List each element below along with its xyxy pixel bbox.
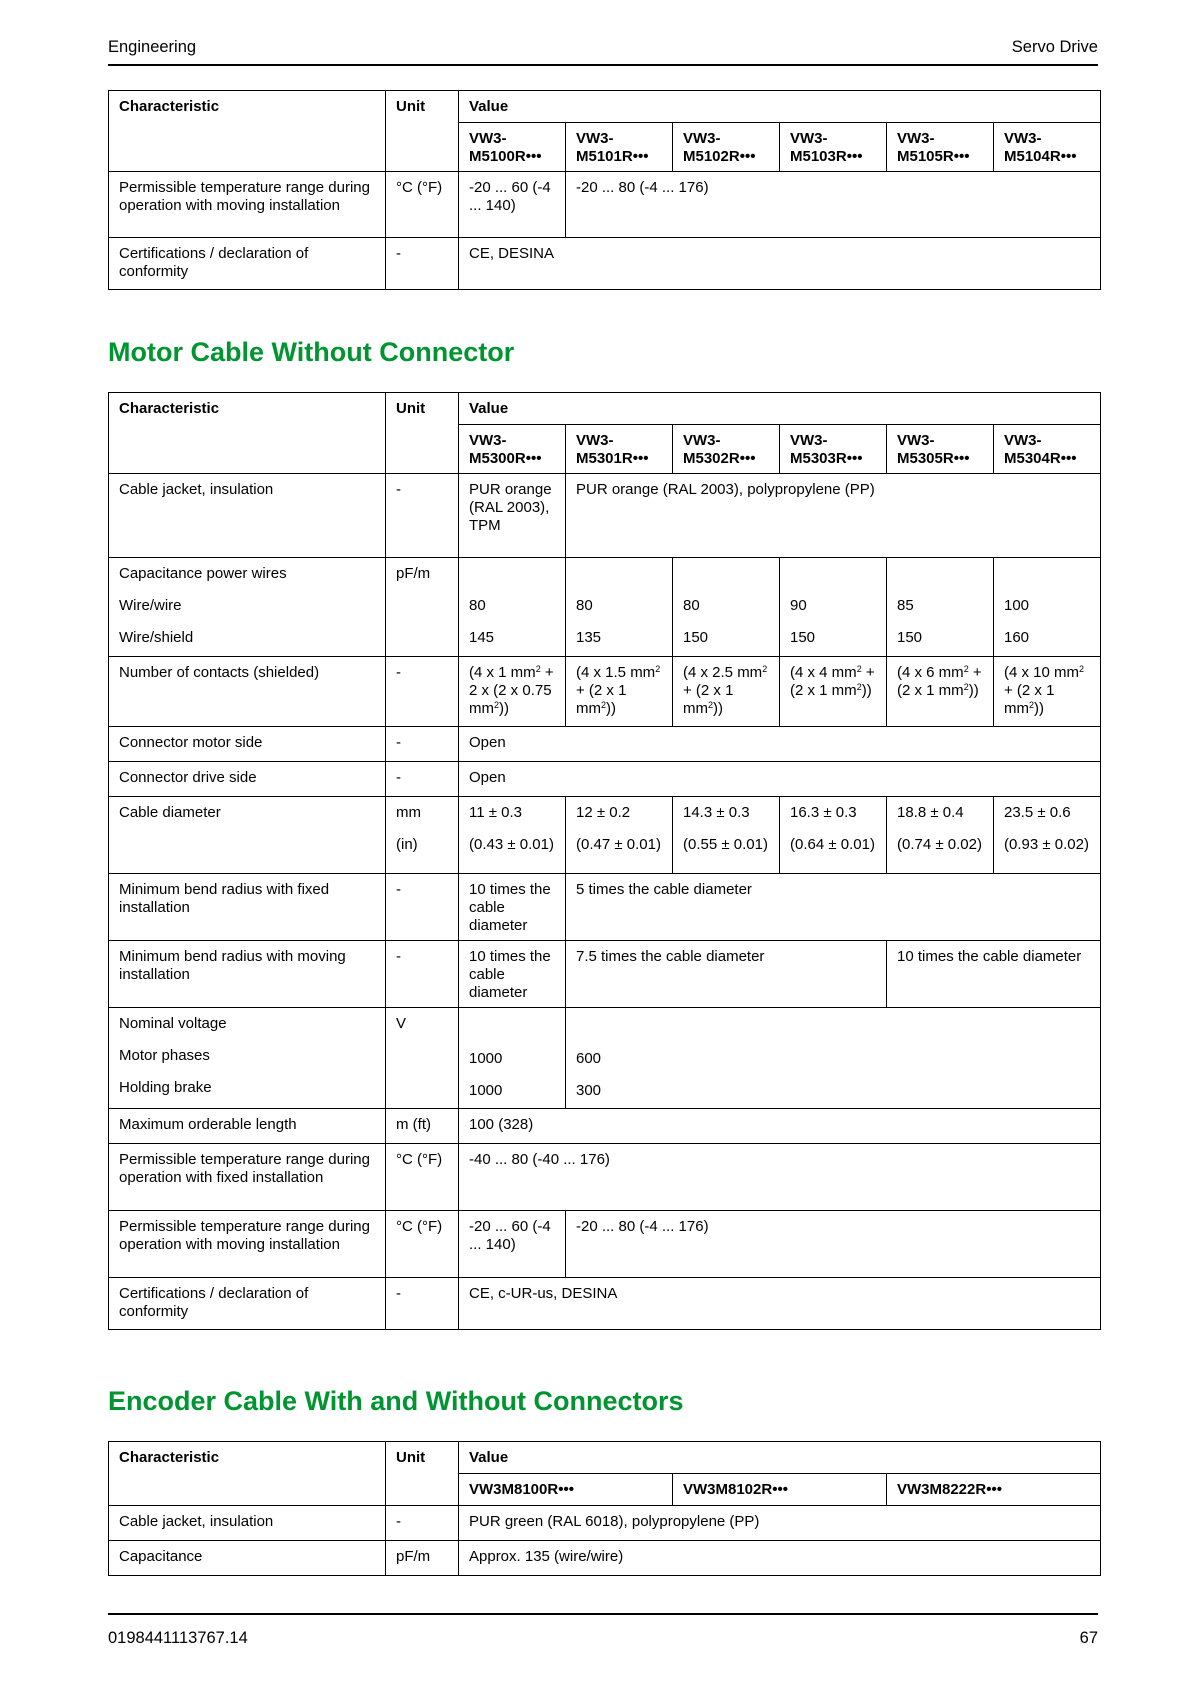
row-label: Minimum bend radius with moving installation [109,941,386,1008]
header-product: Servo Drive [1011,38,1098,56]
row-value [459,1008,566,1109]
row-unit: pF/m [386,1541,459,1576]
row-unit: - [386,727,459,762]
row-unit: - [386,474,459,558]
wire-shield-value: 135 [576,629,602,646]
diameter-in: (0.74 ± 0.02) [897,836,982,853]
row-value: PUR orange (RAL 2003), TPM [459,474,566,558]
row-value: Open [459,762,1101,797]
row-value: 10 times the cable diameter [459,874,566,941]
col-unit: Unit [386,393,459,474]
table-row [109,172,1101,238]
table-row [109,474,1101,558]
row-label: Certifications / declaration of conformity [109,238,386,290]
row-value: Approx. 135 (wire/wire) [459,1541,1101,1576]
row-value [566,1008,1101,1109]
table-row [109,797,1101,874]
model-header: VW3M8222R••• [887,1474,1101,1506]
diameter-mm: 14.3 ± 0.3 [683,804,750,821]
row-unit: - [386,1278,459,1330]
row-value: 10 times the cable diameter [887,941,1101,1008]
col-value: Value [459,1442,1101,1474]
row-label [109,558,386,657]
col-characteristic: Characteristic [109,91,386,172]
diameter-in: (0.55 ± 0.01) [683,836,768,853]
table-row [109,762,1101,797]
wire-shield-value: 150 [683,629,709,646]
row-value: 5 times the cable diameter [566,874,1101,941]
row-value: (4 x 4 $mm^2 + (2$ x 1 $mm^2$)) [780,657,887,727]
row-value: (4 x 1.5 $mm^2 + (2$ x 1 $mm^2$)) [566,657,673,727]
table-row [109,1109,1101,1144]
col-value: Value [459,393,1101,425]
row-value: (4 x 1 $mm^2 + 2$ x (2 x 0.75 $mm^2$)) [459,657,566,727]
wire-shield-value: 160 [1004,629,1030,646]
diameter-mm: 11 ± 0.3 [469,804,522,821]
row-label: Permissible temperature range during operation with fixed installation [109,1144,386,1211]
model-header: VW3-M5302R••• [673,425,780,474]
table-row [109,727,1101,762]
col-characteristic: Characteristic [109,393,386,474]
wire-shield-value: 150 [790,629,816,646]
diameter-mm: 16.3 ± 0.3 [790,804,857,821]
table-row [109,558,1101,657]
row-label: Connector motor side [109,727,386,762]
row-unit: m (ft) [386,1109,459,1144]
row-value [673,558,780,657]
row-value: PUR orange (RAL 2003), polypropylene (PP) [566,474,1101,558]
wire-wire-value: 80 [683,597,700,614]
diameter-in: (0.43 ± 0.01) [469,836,554,853]
table-brake-cable-tail [108,90,1101,290]
row-value: (4 x 6 $mm^2 + (2$ x 1 $mm^2$)) [887,657,994,727]
row-value [566,558,673,657]
col-unit: Unit [386,91,459,172]
table-row [109,1008,1101,1109]
model-header: VW3-M5305R••• [887,425,994,474]
row-value: 7.5 times the cable diameter [566,941,887,1008]
row-label: Certifications / declaration of conformity [109,1278,386,1330]
row-unit: °C (°F) [386,172,459,238]
wire-shield-value: 150 [897,629,923,646]
wire-wire-value: 80 [576,597,593,614]
row-value: 100 (328) [459,1109,1101,1144]
row-value: Open [459,727,1101,762]
row-unit: °C (°F) [386,1211,459,1278]
unit-mm: mm [396,804,421,821]
row-unit: - [386,657,459,727]
model-header: VW3-M5300R••• [459,425,566,474]
wire-shield-value: 145 [469,629,495,646]
row-label: Minimum bend radius with fixed installation [109,874,386,941]
row-value: -20 ... 80 (-4 ... 176) [566,172,1101,238]
row-label [109,1008,386,1109]
motor-phases-value: 1000 [469,1050,503,1067]
row-value: -20 ... 80 (-4 ... 176) [566,1211,1101,1278]
table-row [109,657,1101,727]
wire-wire-value: 90 [790,597,807,614]
model-header: VW3-M5105R••• [887,123,994,172]
model-header: VW3M8102R••• [673,1474,887,1506]
table-row [109,238,1101,290]
model-header: VW3-M5301R••• [566,425,673,474]
table-row [109,1211,1101,1278]
table-row [109,1278,1101,1330]
row-value: PUR green (RAL 6018), polypropylene (PP) [459,1506,1101,1541]
diameter-mm: 23.5 ± 0.6 [1004,804,1071,821]
holding-brake-value: 1000 [469,1082,503,1099]
table-row [109,1144,1101,1211]
row-label: Permissible temperature range during operation with moving installation [109,1211,386,1278]
table-row [109,941,1101,1008]
row-unit: - [386,762,459,797]
row-value [566,797,673,874]
row-label: Capacitance [109,1541,386,1576]
row-value [780,558,887,657]
section-title-motor-cable: Motor Cable Without Connector [108,337,515,367]
row-label: Cable jacket, insulation [109,474,386,558]
model-header: VW3-M5101R••• [566,123,673,172]
row-label: Permissible temperature range during operation with moving installation [109,172,386,238]
motor-phases-label: Motor phases [119,1047,210,1064]
row-value [459,558,566,657]
row-value [887,558,994,657]
document-number: 0198441113767.14 [108,1629,248,1647]
diameter-in: (0.64 ± 0.01) [790,836,875,853]
wire-wire-value: 85 [897,597,914,614]
row-unit: - [386,238,459,290]
col-unit: Unit [386,1442,459,1506]
row-value: (4 x 10 $mm^2 + (2$ x 1 $mm^2$)) [994,657,1101,727]
col-value: Value [459,91,1101,123]
row-unit: - [386,1506,459,1541]
header-section: Engineering [108,38,197,56]
diameter-in: (0.93 ± 0.02) [1004,836,1089,853]
voltage-label: Nominal voltage [119,1015,227,1032]
page-number: 67 [1079,1629,1098,1647]
page-footer [108,1613,1098,1647]
holding-brake-label: Holding brake [119,1079,212,1096]
row-unit: - [386,941,459,1008]
diameter-mm: 18.8 ± 0.4 [897,804,964,821]
model-header: VW3-M5304R••• [994,425,1101,474]
section-title-encoder-cable: Encoder Cable With and Without Connectors [108,1386,684,1416]
table-row [109,1506,1101,1541]
wire-shield-label: Wire/shield [119,629,194,646]
diameter-mm: 12 ± 0.2 [576,804,631,821]
model-header: VW3-M5102R••• [673,123,780,172]
col-characteristic: Characteristic [109,1442,386,1506]
row-value: (4 x 2.5 $mm^2 + (2$ x 1 $mm^2$)) [673,657,780,727]
table-row [109,1541,1101,1576]
row-value: -40 ... 80 (-40 ... 176) [459,1144,1101,1211]
row-label: Maximum orderable length [109,1109,386,1144]
holding-brake-value: 300 [576,1082,602,1099]
row-value: -20 ... 60 (-4 ... 140) [459,172,566,238]
wire-wire-value: 100 [1004,597,1030,614]
model-header: VW3-M5100R••• [459,123,566,172]
model-header: VW3-M5104R••• [994,123,1101,172]
model-header: VW3M8100R••• [459,1474,673,1506]
row-value: -20 ... 60 (-4 ... 140) [459,1211,566,1278]
table-row [109,874,1101,941]
model-header: VW3-M5303R••• [780,425,887,474]
wire-wire-label: Wire/wire [119,597,182,614]
row-value: CE, c-UR-us, DESINA [459,1278,1101,1330]
row-value: 10 times the cable diameter [459,941,566,1008]
page-header [108,38,1098,66]
row-unit: - [386,874,459,941]
row-label: Connector drive side [109,762,386,797]
row-value [994,797,1101,874]
row-value [673,797,780,874]
wire-wire-value: 80 [469,597,486,614]
row-unit: pF/m [386,558,459,657]
model-header: VW3-M5103R••• [780,123,887,172]
row-unit: V [386,1008,459,1109]
diameter-in: (0.47 ± 0.01) [576,836,661,853]
row-value [780,797,887,874]
row-value [887,797,994,874]
row-value [459,797,566,874]
unit-in: (in) [396,836,418,853]
capacitance-label: Capacitance power wires [119,565,287,582]
table-motor-cable [108,392,1101,1330]
row-label: Cable jacket, insulation [109,1506,386,1541]
motor-phases-value: 600 [576,1050,602,1067]
row-value: CE, DESINA [459,238,1101,290]
row-unit: °C (°F) [386,1144,459,1211]
table-encoder-cable [108,1441,1101,1576]
row-value [994,558,1101,657]
row-label: Cable diameter [109,797,386,874]
row-label: Number of contacts (shielded) [109,657,386,727]
row-unit [386,797,459,874]
